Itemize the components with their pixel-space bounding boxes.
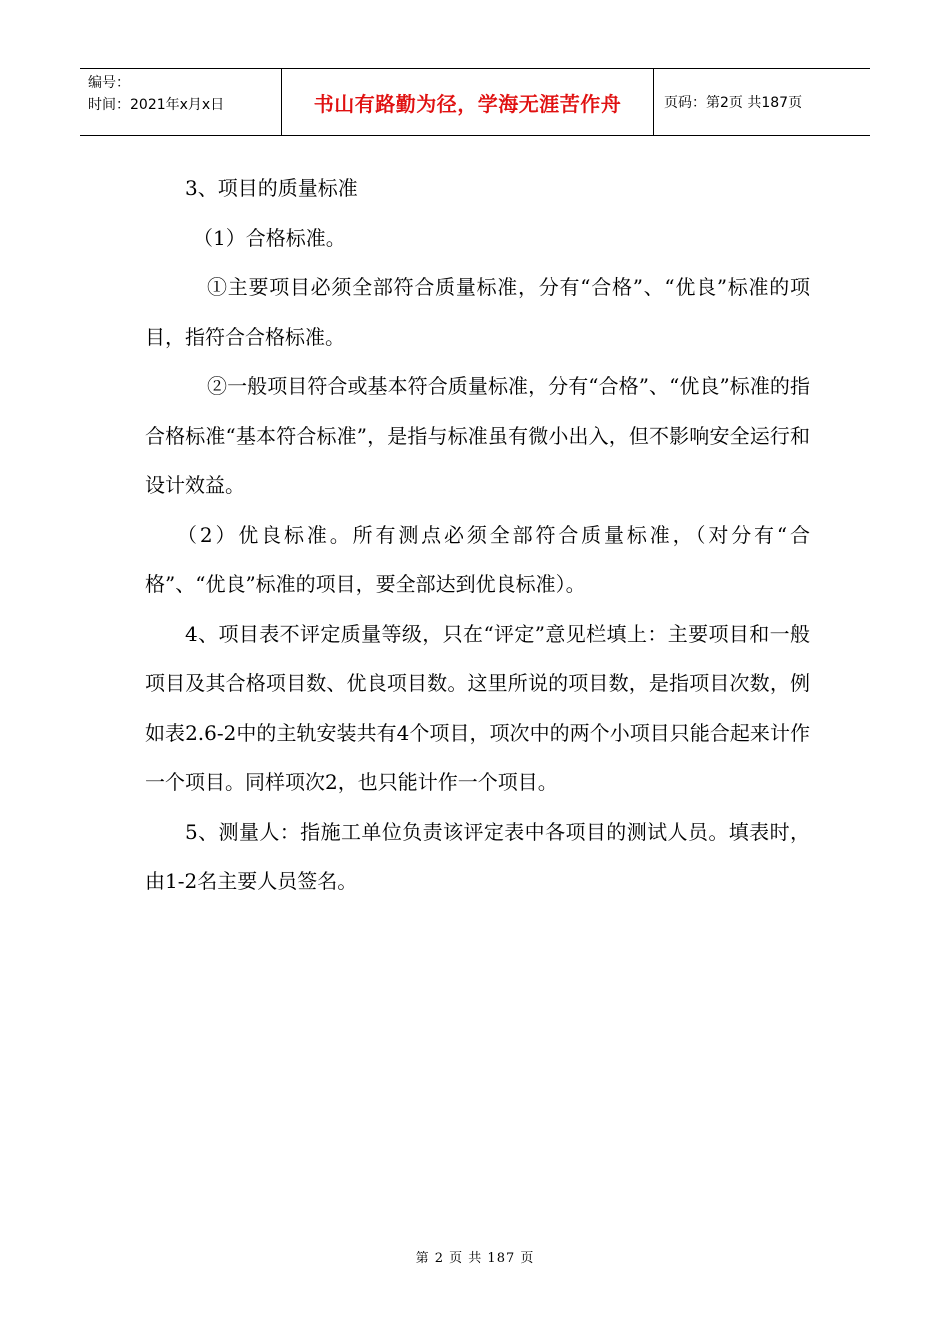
footer-page-number: 第 2 页 共 187 页 [415, 1251, 535, 1266]
paragraph-general-items: ②一般项目符合或基本符合质量标准，分有“合格”、“优良”标准的指合格标准“基本符合标准”，是指与标准虽有微小出入，但不影响安全运行和设计效益。 [145, 374, 810, 497]
document-body [145, 164, 810, 907]
section-heading-3: 3、项目的质量标准 [185, 176, 358, 200]
paragraph-main-items: ①主要项目必须全部符合质量标准，分有“合格”、“优良”标准的项目，指符合合格标准。 [145, 275, 810, 349]
page-header [80, 68, 870, 136]
header-page-info: 页码：第2页 共187页 [664, 95, 803, 111]
paragraph-excellent-standard: （2）优良标准。所有测点必须全部符合质量标准，（对分有“合格”、“优良”标准的项目，要全部达到优良标准）。 [145, 522, 810, 596]
paragraph-surveyor: 5、测量人：指施工单位负责该评定表中各项目的测试人员。填表时，由1-2名主要人员签名。 [145, 819, 810, 893]
time-label: 时间：2021年x月x日 [88, 97, 225, 113]
page-footer [0, 1247, 950, 1266]
number-label: 编号： [88, 75, 130, 91]
header-motto-cell [282, 69, 654, 135]
header-left-cell [80, 69, 282, 135]
header-page-cell [654, 69, 870, 135]
paragraph-item-table: 4、项目表不评定质量等级，只在“评定”意见栏填上：主要项目和一般项目及其合格项目数、优良项目数。这里所说的项目数，是指项目次数，例如表2.6-2中的主轨安装共有4个项目，项次中的两个小项目只能合起来计作一个项目。同样项次2，也只能计作一个项目。 [145, 621, 810, 794]
motto-text: 书山有路勤为径，学海无涯苦作舟 [313, 91, 622, 116]
subheading-qualified: （1）合格标准。 [193, 225, 346, 250]
